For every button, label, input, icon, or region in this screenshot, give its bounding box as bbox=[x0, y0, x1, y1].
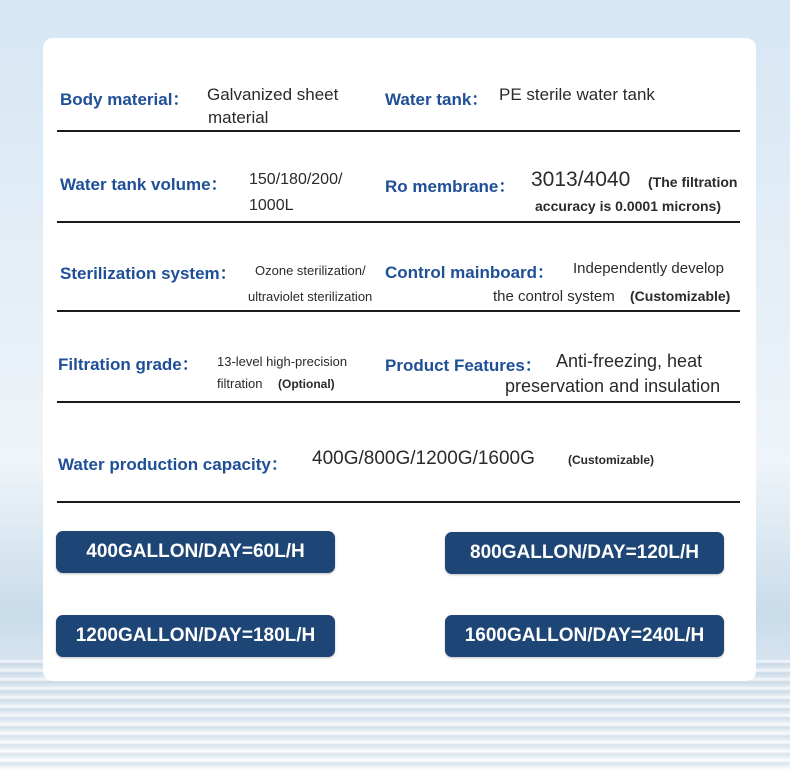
ro-membrane-note: (The filtration bbox=[648, 174, 738, 190]
ro-membrane-value: 3013/4040 bbox=[531, 168, 631, 191]
capacity-badge-1600: 1600GALLON/DAY=240L/H bbox=[445, 615, 724, 657]
mainboard-note: (Customizable) bbox=[630, 288, 731, 304]
body-material-value-2: material bbox=[208, 108, 269, 127]
body-material-label: Body material： bbox=[60, 90, 190, 109]
mainboard-label: Control mainboard： bbox=[385, 263, 555, 282]
features-label: Product Features： bbox=[385, 356, 542, 375]
mainboard-value: Independently develop bbox=[573, 260, 724, 277]
capacity-value: 400G/800G/1200G/1600G bbox=[312, 448, 535, 469]
ro-membrane-note-2: accuracy is 0.0001 microns) bbox=[535, 198, 722, 214]
divider bbox=[57, 501, 740, 503]
capacity-label: Water production capacity： bbox=[58, 455, 288, 474]
filtration-note: (Optional) bbox=[278, 377, 335, 391]
sterilization-value: Ozone sterilization/ bbox=[255, 263, 366, 278]
capacity-badge-400: 400GALLON/DAY=60L/H bbox=[56, 531, 335, 573]
sterilization-label: Sterilization system： bbox=[60, 264, 237, 283]
mainboard-value-2: the control system bbox=[493, 288, 615, 305]
body-material-value: Galvanized sheet bbox=[207, 85, 339, 104]
filtration-label: Filtration grade： bbox=[58, 355, 199, 374]
filtration-value-2: filtration bbox=[217, 376, 263, 391]
divider bbox=[57, 221, 740, 223]
features-value-2: preservation and insulation bbox=[505, 376, 721, 396]
tank-volume-label: Water tank volume： bbox=[60, 175, 228, 194]
tank-volume-value: 150/180/200/ bbox=[249, 171, 343, 188]
ro-membrane-label: Ro membrane： bbox=[385, 177, 516, 196]
features-value: Anti-freezing, heat bbox=[556, 351, 703, 371]
capacity-badge-800: 800GALLON/DAY=120L/H bbox=[445, 532, 724, 574]
divider bbox=[57, 130, 740, 132]
tank-volume-value-2: 1000L bbox=[249, 197, 294, 214]
filtration-value: 13-level high-precision bbox=[217, 354, 348, 369]
capacity-note: (Customizable) bbox=[568, 453, 655, 467]
water-tank-value: PE sterile water tank bbox=[499, 85, 655, 104]
divider bbox=[57, 401, 740, 403]
sterilization-value-2: ultraviolet sterilization bbox=[248, 289, 373, 304]
capacity-badge-1200: 1200GALLON/DAY=180L/H bbox=[56, 615, 335, 657]
water-tank-label: Water tank： bbox=[385, 90, 489, 109]
divider bbox=[57, 310, 740, 312]
